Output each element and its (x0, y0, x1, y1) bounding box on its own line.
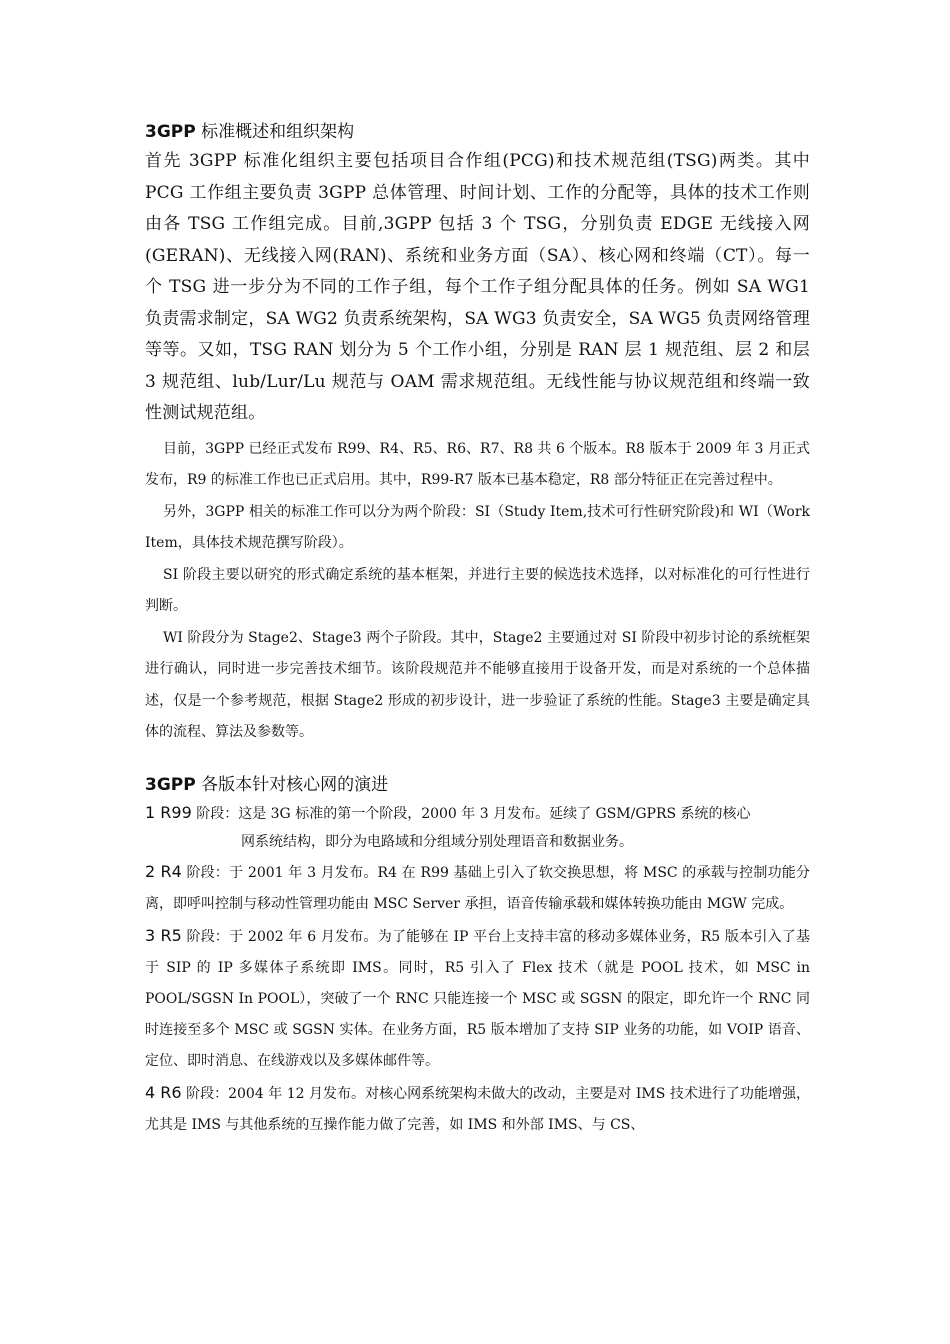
version-item: 3 R5 阶段：于 2002 年 6 月发布。为了能够在 IP 平台上支持丰富的移动多媒体业务，R5 版本引入了基于 SIP 的 IP 多媒体子系统即 IMS。同时，R5 引入了 Flex 技术（就是 POOL 技术，如 MSC in POOL/SGSN In POOL），突破了一个 RNC 只能连接一个 MSC 或 SGSN 的限定，即允许一个 RNC 同时连接至多个 MSC 或 SGSN 实体。在业务方面，R5 版本增加了支持 SIP 业务的功能，如 VOIP 语音、定位、即时消息、在线游戏以及多媒体邮件等。 (145, 925, 810, 1069)
section-title: 3GPP 各版本针对核心网的演进 (145, 774, 389, 795)
version-item: 2 R4 阶段：于 2001 年 3 月发布。R4 在 R99 基础上引入了软交换思想，将 MSC 的承载与控制功能分离，即呼叫控制与移动性管理功能由 MSC Server 承担，语音传输承载和媒体转换功能由 MGW 完成。 (145, 861, 810, 912)
version-item: 4 R6 阶段：2004 年 12 月发布。对核心网系统架构未做大的改动，主要是对 IMS 技术进行了功能增强，尤其是 IMS 与其他系统的互操作能力做了完善，如 IMS 和外部 IMS、与 CS、 (145, 1082, 811, 1133)
intro-paragraph: 首先 3GPP 标准化组织主要包括项目合作组(PCG)和技术规范组(TSG)两类。其中 PCG 工作组主要负责 3GPP 总体管理、时间计划、工作的分配等，具体的技术工作则由各 TSG 工作组完成。目前,3GPP 包括 3 个 TSG，分别负责 EDGE 无线接入网(GERAN)、无线接入网(RAN)、系统和业务方面（SA）、核心网和终端（CT）。每一个 TSG 进一步分为不同的工作子组，每个工作子组分配具体的任务。例如 SA WG1 负责需求制定，SA WG2 负责系统架构，SA WG3 负责安全，SA WG5 负责网络管理等等。又如，TSG RAN 划分为 5 个工作小组，分别是 RAN 层 1 规范组、层 2 和层 3 规范组、lub/Lur/Lu 规范与 OAM 需求规范组。无线性能与协议规范组和终端一致性测试规范组。 (145, 151, 810, 423)
document-page (145, 118, 810, 1141)
section-title: 3GPP 标准概述和组织架构 (145, 122, 355, 142)
wi-paragraph: WI 阶段分为 Stage2、Stage3 两个子阶段。其中，Stage2 主要通过对 SI 阶段中初步讨论的系统框架进行确认，同时进一步完善技术细节。该阶段规范并不能够直接用于设备开发，而是对系统的一个总体描述，仅是一个参考规范，根据 Stage2 形成的初步设计，进一步验证了系统的性能。Stage3 主要是确定具体的流程、算法及参数等。 (145, 629, 810, 740)
section-gap (145, 749, 810, 771)
release-paragraph: 目前，3GPP 已经正式发布 R99、R4、R5、R6、R7、R8 共 6 个版本。R8 版本于 2009 年 3 月正式发布，R9 的标准工作也已正式启用。其中，R99-R7 版本已基本稳定，R8 部分特征正在完善过程中。 (145, 440, 810, 488)
stages-paragraph: 另外，3GPP 相关的标准工作可以分为两个阶段：SI（Study Item,技术可行性研究阶段)和 WI（Work Item，具体技术规范撰写阶段）。 (145, 503, 810, 551)
version-item: 1 R99 阶段：这是 3G 标准的第一个阶段，2000 年 3 月发布。延续了 GSM/GPRS 系统的核心 网系统结构，即分为电路域和分组域分别处理语音和数据业务。 (145, 802, 751, 850)
si-paragraph: SI 阶段主要以研究的形式确定系统的基本框架，并进行主要的候选技术选择，以对标准化的可行性进行判断。 (145, 566, 810, 614)
